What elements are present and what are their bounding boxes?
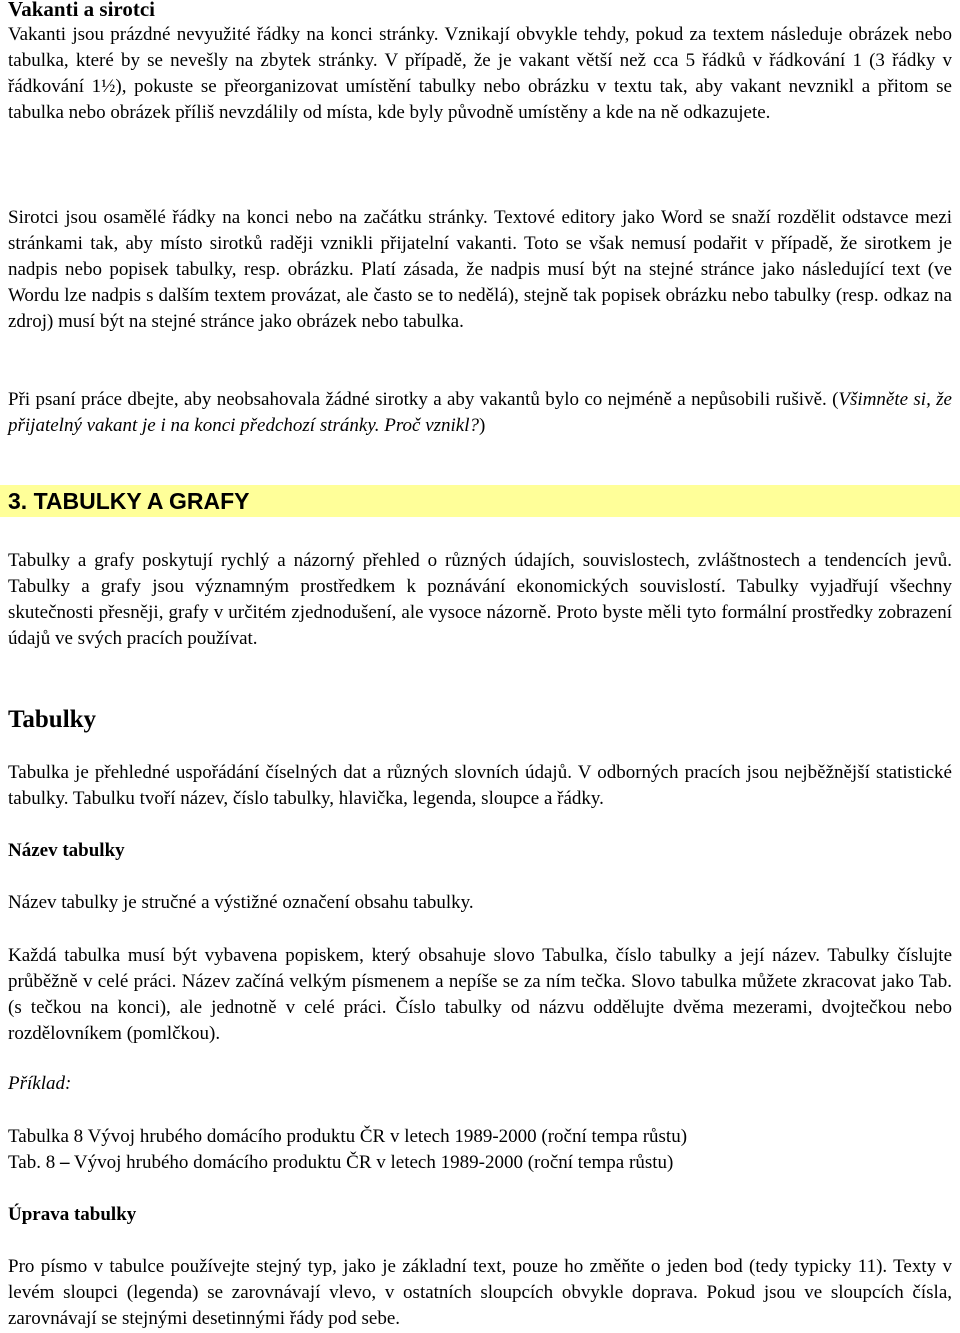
example-dash: – bbox=[59, 1152, 70, 1173]
example-caption-short bbox=[8, 1150, 952, 1176]
paragraph-table-formatting: Pro písmo v tabulce používejte stejný typ, jako je základní text, pouze ho změňte o jeden bod (tedy typicky 11). Texty v levém sloupci (legenda) se zarovnávají vlevo, v ostatních sloupcích obvykle doprava. Pokud jsou ve sloupcích čísla, zarovnávají se stejnými desetinnými řády pod sebe. bbox=[8, 1256, 952, 1330]
heading-table-formatting: Úprava tabulky bbox=[8, 1204, 137, 1225]
paragraph-table-caption-rules: Každá tabulka musí být vybavena popiskem, který obsahuje slovo Tabulka, číslo tabulky a její název. Tabulky číslujte průběžně v celé práci. Název začíná velkým písmenem a nepíše se za ním tečka. Slovo tabulka můžete zkracovat jako Tab. (s tečkou na konci), ale jednotně v celé práci. Číslo tabulky od názvu oddělujte dvěma mezerami, dvojtečkou nebo rozdělovníkem (pomlčkou). bbox=[8, 945, 952, 1045]
advice-text: Při psaní práce dbejte, aby neobsahovala žádné sirotky a aby vakantů bylo co nejméně a nepůsobili rušivě. ( bbox=[8, 389, 839, 410]
example-label: Příklad: bbox=[8, 1073, 72, 1094]
heading-table-name: Název tabulky bbox=[8, 840, 125, 861]
advice-italic-note: Všimněte si, že přijatelný vakant je i na konci předchozí stránky. Proč vznikl? bbox=[8, 389, 952, 437]
paragraph-table-name-definition: Název tabulky je stručné a výstižné označení obsahu tabulky. bbox=[8, 892, 474, 913]
paragraph-orphans-definition: Sirotci jsou osamělé řádky na konci nebo na začátku stránky. Textové editory jako Word se snaží rozdělit odstavce mezi stránkami tak, aby místo sirotků raději vznikli přijatelní vakanti. Toto se však nemusí podařit v případě, že sirotkem je nadpis nebo popisek tabulky, resp. obrázku. Platí zásada, že nadpis musí být na stejné stránce jako následující text (ve Wordu lze nadpis s dalším textem provázat, ale často se to nedělá), stejně tak popisek obrázku nebo tabulky (resp. odkaz na zdroj) musí být na stejné stránce jako obrázek nebo tabulka. bbox=[8, 207, 952, 333]
heading-vacancies: Vakanti a sirotci bbox=[8, 0, 156, 21]
heading-tables-and-charts: 3. TABULKY A GRAFY bbox=[0, 485, 960, 517]
paragraph-vacancies-definition: Vakanti jsou prázdné nevyužité řádky na konci stránky. Vznikají obvykle tehdy, pokud za textem následuje obrázek nebo tabulka, které by se nevešly na zbytek stránky. V případě, že je vakant větší než cca 5 řádků v řádkování 1 (3 řádky v řádkování 1½), pokuste se přeorganizovat umístění tabulky nebo obrázku v textu tak, aby vakant nevznikl a přitom se tabulka nebo obrázek příliš nevzdálily od místa, kde byly původně umístěny a kde na ně odkazujete. bbox=[8, 24, 952, 124]
heading-tables: Tabulky bbox=[8, 706, 97, 733]
advice-closing: ) bbox=[479, 415, 486, 437]
example-short-title: Vývoj hrubého domácího produktu ČR v letech 1989-2000 (roční tempa růstu) bbox=[69, 1152, 674, 1173]
paragraph-writing-advice bbox=[8, 387, 952, 439]
paragraph-tables-charts-intro: Tabulky a grafy poskytují rychlý a názorný přehled o různých údajích, souvislostech, zvláštnostech a tendencích jevů. Tabulky a grafy jsou významným prostředkem k poznávání ekonomických souvislostí. Tabulky vyjadřují všechny skutečnosti přesněji, grafy v určitém zjednodušení, ale vysoce názorně. Proto byste měli tyto formální prostředky zobrazení údajů ve svých pracích používat. bbox=[8, 550, 952, 650]
paragraph-tables-intro: Tabulka je přehledné uspořádání číselných dat a různých slovních údajů. V odborných pracích jsou nejběžnější statistické tabulky. Tabulku tvoří název, číslo tabulky, hlavička, legenda, sloupce a řádky. bbox=[8, 762, 952, 810]
example-caption-full: Tabulka 8 Vývoj hrubého domácího produktu ČR v letech 1989-2000 (roční tempa růstu) bbox=[8, 1126, 688, 1147]
example-short-prefix: Tab. 8 bbox=[8, 1152, 60, 1173]
